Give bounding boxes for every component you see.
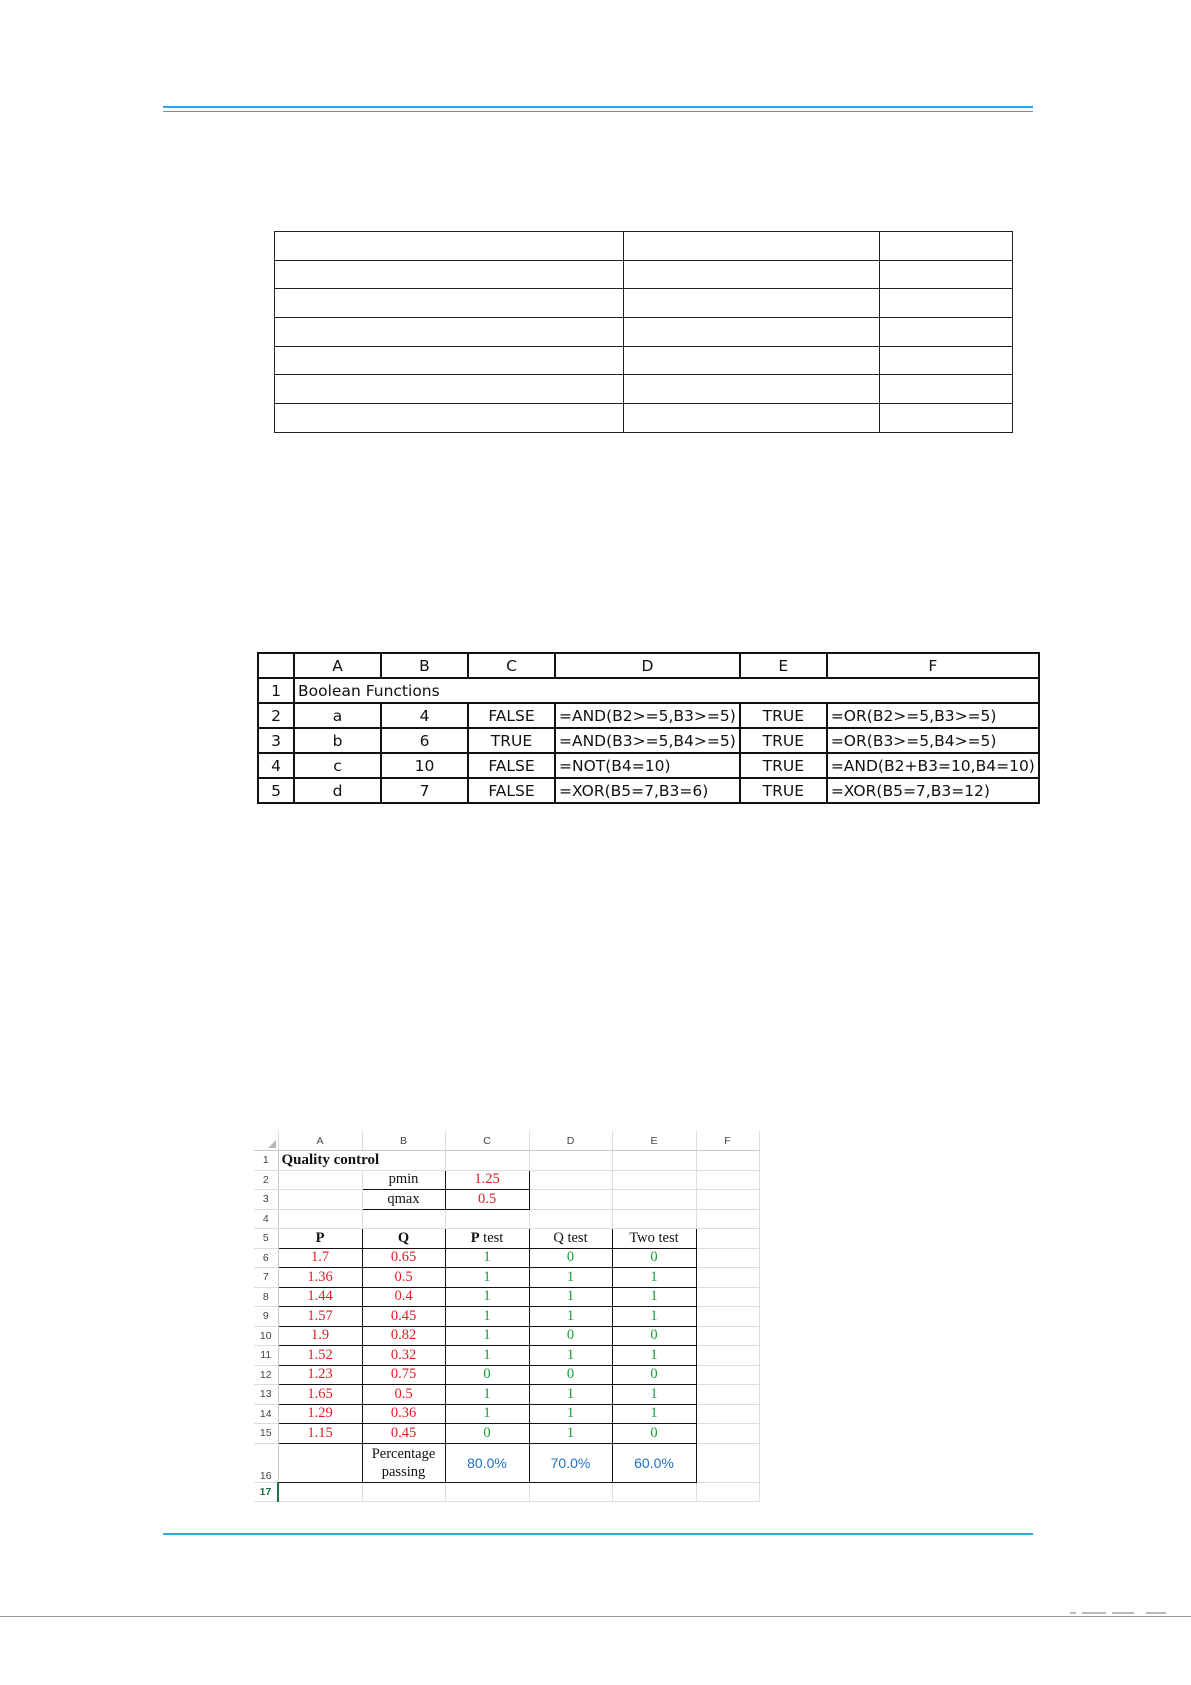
column-header-e[interactable]: E (612, 1131, 696, 1151)
cell[interactable] (529, 1190, 612, 1210)
cell[interactable] (529, 1209, 612, 1229)
two-test-value[interactable]: 0 (612, 1365, 696, 1385)
column-header-d: D (555, 653, 740, 678)
sheet-title[interactable]: Quality control (278, 1151, 445, 1171)
table-row (254, 1229, 759, 1249)
two-test-value[interactable]: 1 (612, 1385, 696, 1405)
header-p-test[interactable]: P test (445, 1229, 529, 1249)
table-row (258, 753, 1039, 778)
cell[interactable] (696, 1190, 759, 1210)
row-header[interactable]: 7 (254, 1268, 278, 1288)
q-value[interactable]: 0.32 (362, 1346, 445, 1366)
label-line1: Percentage (371, 1445, 436, 1462)
q-test-value[interactable]: 1 (529, 1385, 612, 1405)
cell[interactable] (696, 1482, 759, 1502)
row-header[interactable]: 12 (254, 1365, 278, 1385)
two-test-value[interactable]: 1 (612, 1404, 696, 1424)
cell[interactable] (696, 1443, 759, 1482)
table-row (254, 1209, 759, 1229)
table-row (254, 1365, 759, 1385)
p-value[interactable]: 1.23 (278, 1365, 362, 1385)
column-header-row (258, 653, 1039, 678)
column-header-f[interactable]: F (696, 1131, 759, 1151)
p-value[interactable]: 1.7 (278, 1248, 362, 1268)
table-row (254, 1443, 759, 1482)
table-row (254, 1268, 759, 1288)
q-value[interactable]: 0.5 (362, 1385, 445, 1405)
column-header-a: A (294, 653, 381, 678)
cell[interactable] (696, 1385, 759, 1405)
q-value[interactable]: 0.45 (362, 1424, 445, 1444)
row-header-selected[interactable]: 17 (254, 1482, 278, 1502)
cell-f: =XOR(B5=7,B3=12) (827, 778, 1039, 803)
p-test-value[interactable]: 0 (445, 1424, 529, 1444)
table-row (254, 1307, 759, 1327)
cell-e: TRUE (740, 728, 827, 753)
q-test-value[interactable]: 0 (529, 1365, 612, 1385)
cell[interactable] (278, 1209, 362, 1229)
cell[interactable] (445, 1482, 529, 1502)
page-edge-rule (0, 1616, 1191, 1617)
cell[interactable] (696, 1365, 759, 1385)
table-cell (275, 260, 624, 289)
cell[interactable] (696, 1424, 759, 1444)
p-value[interactable]: 1.52 (278, 1346, 362, 1366)
cell[interactable] (696, 1209, 759, 1229)
p-test-value[interactable]: 1 (445, 1346, 529, 1366)
q-test-value[interactable]: 0 (529, 1248, 612, 1268)
p-value[interactable]: 1.29 (278, 1404, 362, 1424)
cell[interactable] (612, 1482, 696, 1502)
row-header[interactable]: 2 (254, 1170, 278, 1190)
cell-b: 7 (381, 778, 468, 803)
table-cell (880, 404, 1013, 433)
cell-e: TRUE (740, 778, 827, 803)
cell-f: =AND(B2+B3=10,B4=10) (827, 753, 1039, 778)
cell-c: FALSE (468, 703, 555, 728)
cell[interactable] (612, 1151, 696, 1171)
table-cell (624, 289, 880, 318)
cell[interactable] (362, 1482, 445, 1502)
table-cell (624, 318, 880, 347)
cell[interactable] (278, 1170, 362, 1190)
q-test-value[interactable]: 1 (529, 1346, 612, 1366)
q-value[interactable]: 0.4 (362, 1287, 445, 1307)
cell-d: =AND(B2>=5,B3>=5) (555, 703, 740, 728)
row-header[interactable]: 16 (254, 1443, 278, 1482)
q-test-value[interactable]: 1 (529, 1307, 612, 1327)
table-cell (880, 346, 1013, 375)
table-row (254, 1404, 759, 1424)
q-value[interactable]: 0.45 (362, 1307, 445, 1327)
cell-b: 10 (381, 753, 468, 778)
cell-d: =XOR(B5=7,B3=6) (555, 778, 740, 803)
param-label-pmin[interactable]: pmin (362, 1170, 445, 1190)
table-row (275, 404, 1013, 433)
cell-b: 4 (381, 703, 468, 728)
table-row (254, 1326, 759, 1346)
param-value-pmin[interactable]: 1.25 (445, 1170, 529, 1190)
row-number: 4 (258, 753, 294, 778)
two-pass-percentage[interactable]: 60.0% (612, 1443, 696, 1482)
cell-d: =AND(B3>=5,B4>=5) (555, 728, 740, 753)
table-row (254, 1151, 759, 1171)
row-header[interactable]: 5 (254, 1229, 278, 1249)
footer-marks (1070, 1608, 1170, 1618)
row-header[interactable]: 4 (254, 1209, 278, 1229)
table-row (254, 1248, 759, 1268)
table-row (254, 1170, 759, 1190)
table-cell (880, 289, 1013, 318)
row-header[interactable]: 10 (254, 1326, 278, 1346)
q-value[interactable]: 0.82 (362, 1326, 445, 1346)
cell[interactable] (696, 1268, 759, 1288)
cell[interactable] (696, 1326, 759, 1346)
cell[interactable] (278, 1190, 362, 1210)
column-header-b[interactable]: B (362, 1131, 445, 1151)
table-cell (275, 404, 624, 433)
table-cell (275, 318, 624, 347)
q-value[interactable]: 0.75 (362, 1365, 445, 1385)
percentage-passing-label[interactable] (362, 1443, 445, 1482)
cell[interactable] (612, 1209, 696, 1229)
p-value[interactable]: 1.15 (278, 1424, 362, 1444)
cell-f: =OR(B2>=5,B3>=5) (827, 703, 1039, 728)
selected-cell[interactable] (278, 1482, 362, 1502)
table-cell (275, 375, 624, 404)
row-number: 5 (258, 778, 294, 803)
header-q[interactable]: Q (362, 1229, 445, 1249)
two-test-value[interactable]: 0 (612, 1326, 696, 1346)
q-test-value[interactable]: 1 (529, 1404, 612, 1424)
cell[interactable] (696, 1151, 759, 1171)
cell[interactable] (696, 1248, 759, 1268)
header-rule (163, 106, 1033, 112)
column-header-f: F (827, 653, 1039, 678)
table-row (275, 260, 1013, 289)
cell[interactable] (362, 1209, 445, 1229)
p-value[interactable]: 1.65 (278, 1385, 362, 1405)
q-pass-percentage[interactable]: 70.0% (529, 1443, 612, 1482)
table-row (258, 703, 1039, 728)
table-cell (275, 289, 624, 318)
p-value[interactable]: 1.44 (278, 1287, 362, 1307)
boolean-functions-table (257, 652, 1040, 804)
column-header-row (254, 1131, 759, 1151)
p-value[interactable]: 1.36 (278, 1268, 362, 1288)
row-header[interactable]: 6 (254, 1248, 278, 1268)
param-label-qmax[interactable]: qmax (362, 1190, 445, 1210)
header-q-test[interactable]: Q test (529, 1229, 612, 1249)
table-row (258, 728, 1039, 753)
cell[interactable] (696, 1287, 759, 1307)
q-test-value[interactable]: 0 (529, 1326, 612, 1346)
p-pass-percentage[interactable]: 80.0% (445, 1443, 529, 1482)
cell[interactable] (696, 1229, 759, 1249)
q-value[interactable]: 0.65 (362, 1248, 445, 1268)
data-rows (254, 1248, 759, 1443)
cell[interactable] (612, 1170, 696, 1190)
row-header[interactable]: 3 (254, 1190, 278, 1210)
row-header[interactable]: 9 (254, 1307, 278, 1327)
table-cell (624, 260, 880, 289)
table-row (254, 1424, 759, 1444)
table-row (275, 375, 1013, 404)
cell[interactable] (612, 1190, 696, 1210)
two-test-value[interactable]: 0 (612, 1424, 696, 1444)
table-cell (624, 404, 880, 433)
q-value[interactable]: 0.5 (362, 1268, 445, 1288)
cell-a: b (294, 728, 381, 753)
cell-f: =OR(B3>=5,B4>=5) (827, 728, 1039, 753)
cell-a: a (294, 703, 381, 728)
column-header-a[interactable]: A (278, 1131, 362, 1151)
cell-e: TRUE (740, 703, 827, 728)
cell-c: TRUE (468, 728, 555, 753)
cell[interactable] (696, 1346, 759, 1366)
table-cell (880, 318, 1013, 347)
param-value-qmax[interactable]: 0.5 (445, 1190, 529, 1210)
table-row (258, 778, 1039, 803)
table-cell (624, 232, 880, 261)
p-test-value[interactable]: 1 (445, 1307, 529, 1327)
row-header[interactable]: 1 (254, 1151, 278, 1171)
table-cell (880, 375, 1013, 404)
p-test-value[interactable]: 1 (445, 1326, 529, 1346)
row-number: 3 (258, 728, 294, 753)
corner-cell (258, 653, 294, 678)
footer-mark (1112, 1612, 1134, 1614)
column-header-e: E (740, 653, 827, 678)
table-cell (624, 375, 880, 404)
cell-e: TRUE (740, 753, 827, 778)
header-two-test[interactable]: Two test (612, 1229, 696, 1249)
q-test-value[interactable]: 1 (529, 1287, 612, 1307)
q-test-value[interactable]: 1 (529, 1424, 612, 1444)
footer-mark (1070, 1612, 1076, 1614)
row-header[interactable]: 8 (254, 1287, 278, 1307)
row-number: 2 (258, 703, 294, 728)
cell-c: FALSE (468, 753, 555, 778)
cell[interactable] (529, 1170, 612, 1190)
p-value[interactable]: 1.9 (278, 1326, 362, 1346)
column-header-c: C (468, 653, 555, 678)
cell[interactable] (696, 1307, 759, 1327)
cell[interactable] (696, 1404, 759, 1424)
q-value[interactable]: 0.36 (362, 1404, 445, 1424)
cell-a: d (294, 778, 381, 803)
row-header[interactable]: 11 (254, 1346, 278, 1366)
p-test-value[interactable]: 1 (445, 1287, 529, 1307)
quality-control-sheet (254, 1131, 760, 1502)
column-header-d[interactable]: D (529, 1131, 612, 1151)
cell-a: c (294, 753, 381, 778)
select-all-corner[interactable] (254, 1131, 278, 1151)
table-row (275, 232, 1013, 261)
table-row (275, 346, 1013, 375)
two-test-value[interactable]: 1 (612, 1287, 696, 1307)
table-row (275, 318, 1013, 347)
table-title: Boolean Functions (294, 678, 1039, 703)
label-line2: passing (381, 1463, 426, 1480)
column-header-b: B (381, 653, 468, 678)
footer-mark (1082, 1612, 1106, 1614)
cell[interactable] (696, 1170, 759, 1190)
table-row (275, 289, 1013, 318)
cell-d: =NOT(B4=10) (555, 753, 740, 778)
two-test-value[interactable]: 1 (612, 1268, 696, 1288)
p-test-value[interactable]: 0 (445, 1365, 529, 1385)
cell-b: 6 (381, 728, 468, 753)
header-p[interactable]: P (278, 1229, 362, 1249)
footer-mark (1146, 1612, 1166, 1614)
table-row (258, 678, 1039, 703)
two-test-value[interactable]: 0 (612, 1248, 696, 1268)
q-test-value[interactable]: 1 (529, 1268, 612, 1288)
empty-table (274, 231, 1013, 433)
cell[interactable] (445, 1209, 529, 1229)
table-row (254, 1287, 759, 1307)
table-cell (624, 346, 880, 375)
table-row (254, 1385, 759, 1405)
table-cell (880, 260, 1013, 289)
row-header[interactable]: 14 (254, 1404, 278, 1424)
cell[interactable] (445, 1151, 529, 1171)
cell-c: FALSE (468, 778, 555, 803)
p-test-value[interactable]: 1 (445, 1268, 529, 1288)
table-cell (275, 346, 624, 375)
p-value[interactable]: 1.57 (278, 1307, 362, 1327)
row-header[interactable]: 13 (254, 1385, 278, 1405)
table-row (254, 1346, 759, 1366)
row-header[interactable]: 15 (254, 1424, 278, 1444)
table-row (254, 1190, 759, 1210)
p-test-value[interactable]: 1 (445, 1248, 529, 1268)
p-test-value[interactable]: 1 (445, 1404, 529, 1424)
p-test-value[interactable]: 1 (445, 1385, 529, 1405)
row-number: 1 (258, 678, 294, 703)
cell[interactable] (278, 1443, 362, 1482)
table-cell (275, 232, 624, 261)
two-test-value[interactable]: 1 (612, 1307, 696, 1327)
two-test-value[interactable]: 1 (612, 1346, 696, 1366)
footer-rule (163, 1533, 1033, 1535)
table-row (254, 1482, 759, 1502)
cell[interactable] (529, 1482, 612, 1502)
table-cell (880, 232, 1013, 261)
column-header-c[interactable]: C (445, 1131, 529, 1151)
cell[interactable] (529, 1151, 612, 1171)
